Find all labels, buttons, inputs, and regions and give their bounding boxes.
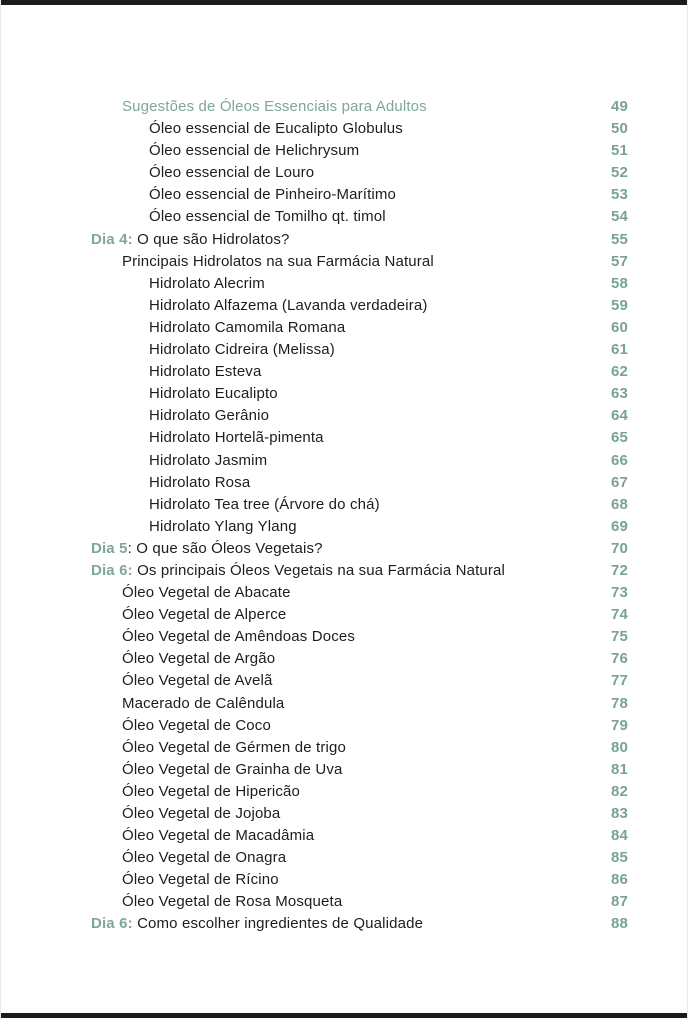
toc-page-number: 83 — [611, 805, 628, 822]
toc-entry — [91, 118, 628, 140]
toc-entry — [91, 96, 628, 118]
toc-entry-title: Óleo Vegetal de Rícino — [122, 871, 279, 889]
toc-entry — [91, 803, 628, 825]
toc-entry-title: Hidrolato Camomila Romana — [149, 318, 346, 336]
toc-page-number: 74 — [611, 606, 628, 624]
toc-page-number: 82 — [611, 782, 628, 800]
toc-page-number: 78 — [611, 694, 628, 712]
toc-day-label: Dia 6: — [91, 915, 133, 933]
toc-entry — [91, 781, 628, 803]
toc-day-label: Dia 4: — [91, 230, 133, 248]
toc-entry — [91, 516, 628, 538]
toc-entry — [91, 913, 628, 935]
toc-entry — [91, 869, 628, 891]
toc-entry — [91, 670, 628, 692]
toc-entry-title: Hidrolato Rosa — [149, 473, 251, 491]
toc-entry — [91, 361, 628, 383]
toc-page-number: 65 — [611, 429, 628, 447]
toc-page-number: 58 — [611, 274, 628, 292]
toc-entry — [91, 251, 628, 273]
toc-entry-title — [91, 229, 602, 251]
toc-entry-title: Óleo Vegetal de Coco — [122, 716, 271, 734]
toc-entry-title: Macerado de Calêndula — [122, 694, 285, 712]
toc-page-number: 69 — [611, 517, 628, 535]
toc-entry-title: Óleo Vegetal de Rosa Mosqueta — [122, 893, 343, 911]
toc-entry — [91, 891, 628, 913]
toc-page-number: 80 — [611, 738, 628, 756]
toc-page-number: 86 — [611, 871, 628, 889]
toc-entry-title: Óleo Vegetal de Amêndoas Doces — [122, 628, 355, 646]
toc-entry — [91, 582, 628, 604]
toc-page-number: 73 — [611, 584, 628, 602]
toc-entry — [91, 405, 628, 427]
toc-list — [91, 96, 628, 936]
toc-entry — [91, 737, 628, 759]
toc-page-number: 67 — [611, 473, 628, 491]
toc-page-number: 87 — [611, 893, 628, 911]
toc-page-number: 51 — [611, 142, 628, 160]
toc-page-number: 59 — [611, 296, 628, 314]
toc-entry — [91, 847, 628, 869]
toc-entry-text: Os principais Óleos Vegetais na sua Farmácia Natural — [132, 561, 506, 579]
toc-entry — [91, 295, 628, 317]
toc-page-number: 49 — [611, 98, 628, 115]
toc-page-number: 52 — [611, 164, 628, 182]
toc-entry — [91, 494, 628, 516]
toc-entry — [91, 339, 628, 361]
toc-entry-title: Óleo Vegetal de Alperce — [122, 606, 287, 624]
toc-entry-title: Óleo essencial de Pinheiro-Marítimo — [149, 186, 397, 204]
toc-entry-title: Óleo Vegetal de Avelã — [122, 672, 273, 690]
toc-day-label: Dia 6: — [91, 561, 133, 579]
toc-entry-title: Hidrolato Ylang Ylang — [149, 517, 297, 535]
toc-entry-title: Óleo essencial de Louro — [149, 164, 315, 182]
toc-entry-title: Sugestões de Óleos Essenciais para Adultos — [122, 98, 427, 115]
toc-entry-title: Óleo Vegetal de Argão — [122, 650, 276, 668]
toc-entry-title: Óleo Vegetal de Onagra — [122, 849, 287, 867]
toc-entry — [91, 206, 628, 228]
toc-page-number: 68 — [611, 495, 628, 513]
toc-entry — [91, 450, 628, 472]
toc-entry — [91, 162, 628, 184]
toc-entry-title: Óleo essencial de Helichrysum — [149, 142, 360, 160]
toc-entry-title: Óleo Vegetal de Macadâmia — [122, 827, 315, 845]
toc-entry — [91, 759, 628, 781]
toc-entry — [91, 825, 628, 847]
toc-entry — [91, 538, 628, 560]
toc-entry-title: Óleo Vegetal de Jojoba — [122, 805, 281, 822]
toc-entry — [91, 273, 628, 295]
toc-entry-title: Óleo Vegetal de Abacate — [122, 584, 291, 602]
toc-page-number: 57 — [611, 252, 628, 270]
toc-entry-title: Hidrolato Eucalipto — [149, 385, 278, 403]
toc-entry — [91, 560, 628, 582]
toc-entry-title — [91, 538, 602, 560]
toc-page-number: 77 — [611, 672, 628, 690]
toc-page-number: 66 — [611, 451, 628, 469]
toc-page-number: 81 — [611, 760, 628, 778]
toc-entry — [91, 626, 628, 648]
toc-day-label: Dia 5 — [91, 539, 128, 557]
toc-entry-title: Hidrolato Jasmim — [149, 451, 268, 469]
toc-entry — [91, 648, 628, 670]
toc-page-number: 76 — [611, 650, 628, 668]
toc-page-number: 55 — [611, 230, 628, 248]
bottom-edge-bar — [1, 1013, 687, 1018]
toc-entry-title: Óleo essencial de Tomilho qt. timol — [149, 208, 386, 226]
toc-entry — [91, 317, 628, 339]
toc-entry-title: Óleo Vegetal de Grainha de Uva — [122, 760, 343, 778]
toc-page-number: 75 — [611, 628, 628, 646]
toc-entry-title: Hidrolato Alfazema (Lavanda verdadeira) — [149, 296, 428, 314]
toc-entry-title: Hidrolato Esteva — [149, 363, 262, 381]
toc-entry — [91, 140, 628, 162]
toc-page-number: 61 — [611, 341, 628, 359]
toc-page-number: 72 — [611, 561, 628, 579]
toc-entry — [91, 184, 628, 206]
toc-entry-title: Óleo essencial de Eucalipto Globulus — [149, 120, 403, 138]
toc-page-number: 88 — [611, 915, 628, 933]
toc-entry-title: Hidrolato Cidreira (Melissa) — [149, 341, 335, 359]
toc-entry — [91, 427, 628, 449]
toc-entry-text: : O que são Óleos Vegetais? — [127, 539, 323, 557]
toc-entry — [91, 604, 628, 626]
toc-entry-title: Principais Hidrolatos na sua Farmácia Natural — [122, 252, 434, 270]
top-edge-bar — [1, 0, 687, 5]
toc-entry-title — [91, 560, 602, 582]
toc-entry-title: Hidrolato Alecrim — [149, 274, 265, 292]
toc-page-number: 84 — [611, 827, 628, 845]
toc-page-number: 79 — [611, 716, 628, 734]
toc-entry-title — [91, 913, 602, 935]
toc-page-number: 64 — [611, 407, 628, 425]
toc-page-number: 85 — [611, 849, 628, 867]
toc-page-number: 60 — [611, 318, 628, 336]
toc-page-number: 54 — [611, 208, 628, 226]
toc-entry-text: O que são Hidrolatos? — [132, 230, 290, 248]
toc-page-number: 53 — [611, 186, 628, 204]
toc-entry — [91, 715, 628, 737]
toc-page-number: 70 — [611, 539, 628, 557]
toc-entry — [91, 229, 628, 251]
toc-entry-title: Óleo Vegetal de Hipericão — [122, 782, 301, 800]
toc-page-number: 63 — [611, 385, 628, 403]
toc-entry — [91, 693, 628, 715]
toc-entry-title: Hidrolato Hortelã-pimenta — [149, 429, 324, 447]
toc-entry — [91, 472, 628, 494]
toc-page-number: 50 — [611, 120, 628, 138]
toc-page-number: 62 — [611, 363, 628, 381]
toc-entry-title: Óleo Vegetal de Gérmen de trigo — [122, 738, 346, 756]
toc-entry-title: Hidrolato Gerânio — [149, 407, 270, 425]
toc-entry-text: Como escolher ingredientes de Qualidade — [132, 915, 424, 933]
toc-entry — [91, 383, 628, 405]
toc-entry-title: Hidrolato Tea tree (Árvore do chá) — [149, 495, 380, 513]
